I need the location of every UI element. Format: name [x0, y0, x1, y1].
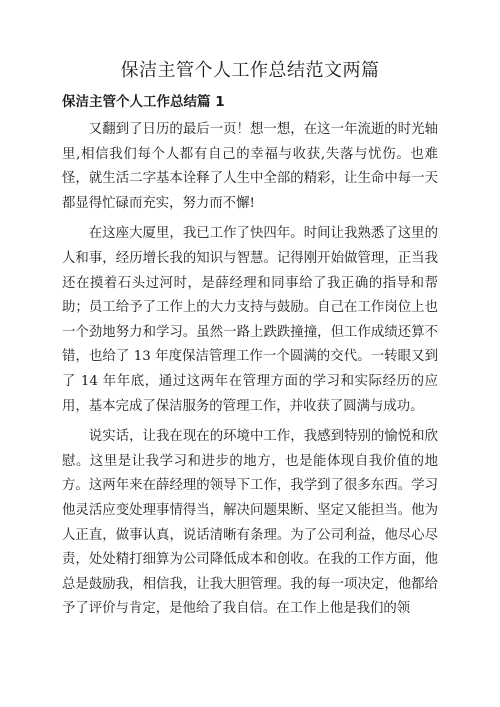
section-title: 保洁主管个人工作总结篇 1	[62, 94, 225, 110]
paragraph-2: 在这座大厦里，我已工作了快四年。时间让我熟悉了这里的人和事，经历增长我的知识与智慧。记得刚开始做管理，正当我还在摸着石头过河时，是薛经理和同事给了我正确的指导和帮助；员工给予了工作上的大力支持与鼓励。自己在工作岗位上也一个劲地努力和学习。虽然一路上跌跌撞撞，但工作成绩还算不错，也给了 13 年度保洁管理工作一个圆满的交代。一转眼又到了 14 年年底，通过这两年在管理方面的学习和实际经历的应用，基本完成了保洁服务的管理工作，并收获了圆满与成功。	[62, 226, 438, 414]
document-page	[62, 58, 438, 628]
document-title: 保洁主管个人工作总结范文两篇	[120, 60, 380, 81]
paragraph-1: 又翻到了日历的最后一页！想一想，在这一年流逝的时光轴里,相信我们每个人都有自己的幸福与收获,失落与忧伤。也难怪，就生活二字基本诠释了人生中全部的精彩，让生命中每一天都显得忙碌而充实，努力而不懈!	[62, 122, 438, 211]
paragraph-3: 说实话，让我在现在的环境中工作，我感到特别的愉悦和欣慰。这里是让我学习和进步的地方，也是能体现自我价值的地方。这两年来在薛经理的领导下工作，我学到了很多东西。学习他灵活应变处理事情得当，解决问题果断、坚定又能担当。他为人正直，做事认真，说话清晰有条理。为了公司利益，他尽心尽责，处处精打细算为公司降低成本和创收。在我的工作方面，他总是鼓励我，相信我，让我大胆管理。我的每一项决定，他都给予了评价与肯定，是他给了我自信。在工作上他是我们的领	[62, 429, 438, 617]
